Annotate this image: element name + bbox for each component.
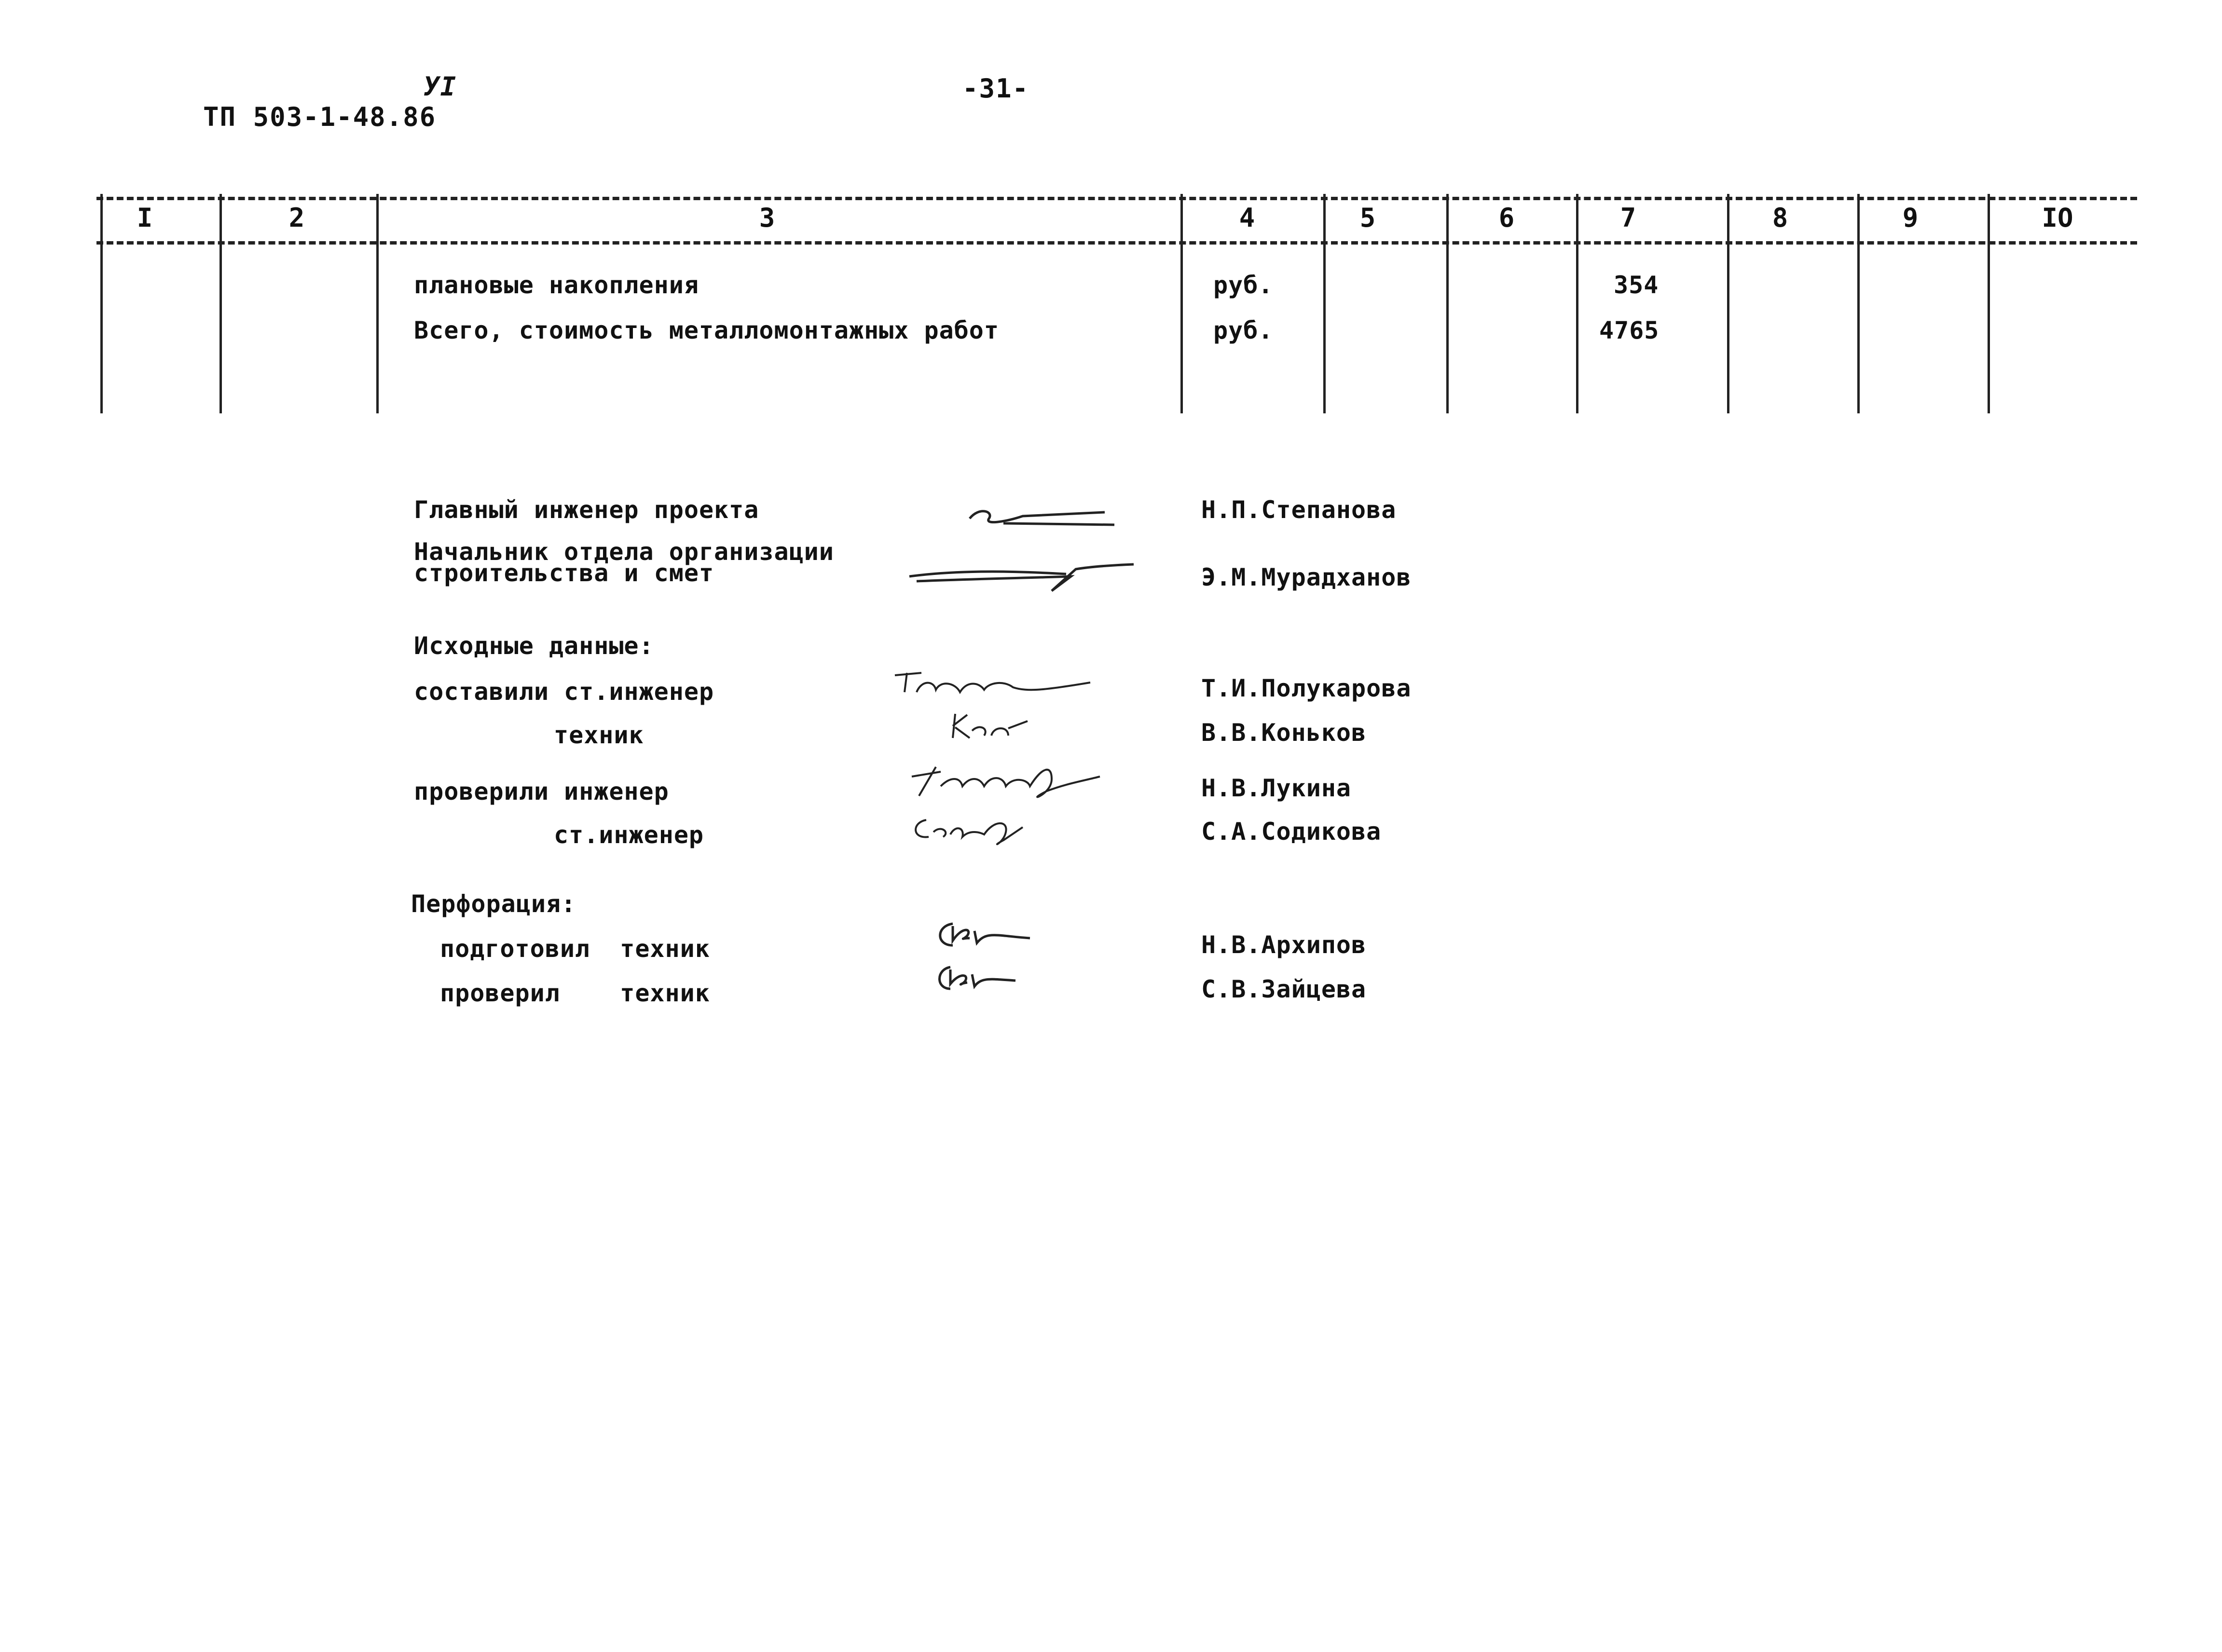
role-label: Начальник отдела организации строительства и смет — [414, 538, 834, 587]
col-divider — [1576, 194, 1578, 413]
col-divider — [1323, 194, 1326, 413]
role-label: подготовил техник — [440, 935, 710, 963]
signature-mark — [888, 666, 1100, 706]
signatory-name: Т.И.Полукарова — [1201, 674, 1412, 702]
section-heading: Исходные данные: — [414, 632, 654, 660]
table-row-value: 354 — [1614, 271, 1659, 299]
col-header-1: I — [137, 203, 153, 233]
table-row-unit: руб. — [1213, 316, 1274, 344]
role-label: Главный инженер проекта — [414, 496, 759, 524]
table-row-value: 4765 — [1599, 316, 1660, 344]
signature-mark — [907, 757, 1110, 807]
col-header-10: IO — [2042, 203, 2073, 233]
col-divider — [1180, 194, 1183, 413]
signatory-name: Э.М.Мурадханов — [1201, 563, 1412, 591]
col-divider — [1446, 194, 1449, 413]
table-row-name: Всего, стоимость металломонтажных работ — [414, 316, 999, 344]
role-label: проверил техник — [440, 979, 710, 1007]
signatory-name: С.А.Содикова — [1201, 818, 1382, 846]
col-header-7: 7 — [1620, 203, 1636, 233]
role-label: ст.инженер — [554, 821, 704, 849]
section-heading: Перфорация: — [411, 890, 576, 918]
col-header-4: 4 — [1239, 203, 1255, 233]
role-label: проверили инженер — [414, 778, 669, 806]
page-number: -31- — [962, 73, 1029, 104]
signature-mark — [907, 555, 1138, 600]
col-header-9: 9 — [1902, 203, 1919, 233]
col-divider — [219, 194, 222, 413]
table-top-border — [96, 197, 2137, 200]
signature-mark — [960, 502, 1119, 532]
signature-mark — [933, 962, 1020, 998]
document-code: ТП 503-1-48.86 — [203, 102, 437, 132]
signatory-name: Н.П.Степанова — [1201, 496, 1397, 524]
col-header-2: 2 — [288, 203, 305, 233]
col-header-5: 5 — [1359, 203, 1376, 233]
col-divider — [1857, 194, 1860, 413]
signature-mark — [933, 916, 1044, 957]
signatory-name: С.В.Зайцева — [1201, 975, 1367, 1003]
table-row-name: плановые накопления — [414, 271, 699, 299]
table-row-unit: руб. — [1213, 271, 1274, 299]
signature-mark — [907, 810, 1052, 851]
signatory-name: Н.В.Лукина — [1201, 774, 1352, 802]
role-label: составили ст.инженер — [414, 678, 714, 706]
role-label: техник — [554, 721, 644, 749]
signatory-name: Н.В.Архипов — [1201, 931, 1367, 959]
col-divider — [1727, 194, 1729, 413]
col-divider — [376, 194, 379, 413]
col-header-3: 3 — [759, 203, 775, 233]
album-number: УI — [424, 71, 457, 102]
col-divider — [1988, 194, 1990, 413]
signature-mark — [946, 709, 1042, 745]
table-header-border — [96, 241, 2137, 245]
col-header-6: 6 — [1498, 203, 1515, 233]
signatory-name: В.В.Коньков — [1201, 719, 1367, 747]
col-divider — [100, 194, 103, 413]
col-header-8: 8 — [1772, 203, 1788, 233]
